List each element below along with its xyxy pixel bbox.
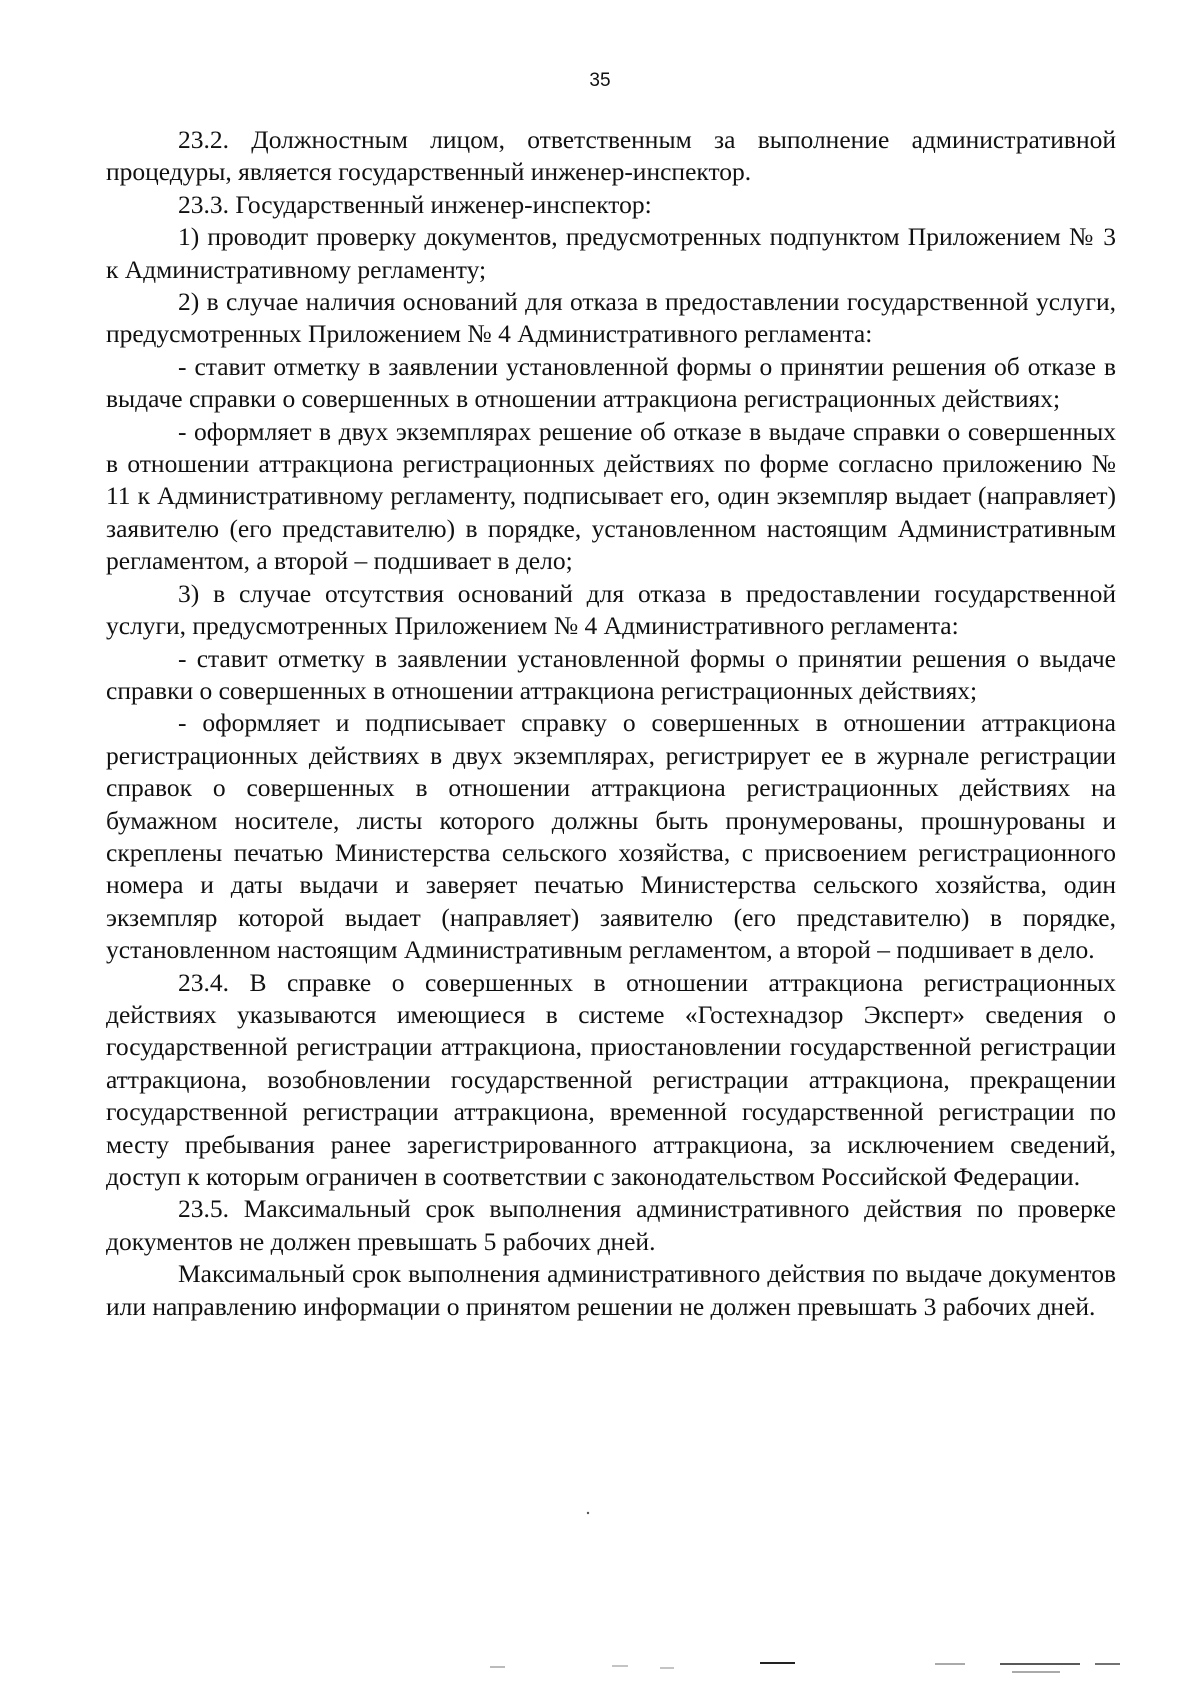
paragraph-item-3-sign-certificate: - оформляет и подписывает справку о совершенных в отношении аттракциона регистрационных действиях в двух экземплярах, регистрирует ее в журнале регистрации справок о совершенных в отношении аттракциона регистрационных действиях на бумажном носителе, листы которого должны быть пронумерованы, прошнурованы и скреплены печатью Министерства сельского хозяйства, с присвоением регистрационного номера и даты выдачи и заверяет печатью Министерства сельского хозяйства, один экземпляр которой выдает (направляет) заявителю (его представителю) в порядке, установленном настоящим Административным регламентом, а второй – подшивает в дело. bbox=[106, 708, 1116, 965]
paragraph-item-2-mark-refusal: - ставит отметку в заявлении установленной формы о принятии решения об отказе в выдаче справки о совершенных в отношении аттракциона регистрационных действиях; bbox=[106, 351, 1116, 414]
page-number: 35 bbox=[589, 70, 611, 91]
paragraph-23-2: 23.2. Должностным лицом, ответственным за выполнение административной процедуры, является государственный инженер-инспектор. bbox=[106, 125, 1116, 187]
paragraph-23-3: 23.3. Государственный инженер-инспектор: bbox=[178, 189, 652, 219]
paragraph-item-1: 1) проводит проверку документов, предусмотренных подпунктом Приложением № 3 к Административному регламенту; bbox=[106, 222, 1116, 284]
paragraph-item-2: 2) в случае наличия оснований для отказа в предоставлении государственной услуги, предусмотренных Приложением № 4 Административного регламента: bbox=[106, 287, 1116, 349]
paragraph-23-5: 23.5. Максимальный срок выполнения административного действия по проверке документов не должен превышать 5 рабочих дней. bbox=[106, 1194, 1116, 1256]
paragraph-item-3-mark-issue: - ставит отметку в заявлении установленной формы о принятии решения о выдаче справки о совершенных в отношении аттракциона регистрационных действиях; bbox=[106, 643, 1116, 705]
paragraph-item-3: 3) в случае отсутствия оснований для отказа в предоставлении государственной услуги, предусмотренных Приложением № 4 Административного регламента: bbox=[106, 578, 1116, 641]
paragraph-23-4: 23.4. В справке о совершенных в отношении аттракциона регистрационных действиях указываются имеющиеся в системе «Гостехнадзор Эксперт» сведения о государственной регистрации аттракциона, приостановлении государственной регистрации аттракциона, возобновлении государственной регистрации аттракциона, прекращении государственной регистрации аттракциона, временной государственной регистрации по месту пребывания ранее зарегистрированного аттракциона, за исключением сведений, доступ к которым ограничен в соответствии с законодательством Российской Федерации. bbox=[106, 967, 1116, 1191]
paragraph-item-2-issue-refusal: - оформляет в двух экземплярах решение об отказе в выдаче справки о совершенных в отношении аттракциона регистрационных действиях по форме согласно приложению № 11 к Административному регламенту, подписывает его, один экземпляр выдает (направляет) заявителю (его представителю) в порядке, установленном настоящим Административным регламентом, а второй – подшивает в дело; bbox=[106, 416, 1116, 576]
paragraph-max-term-issue: Максимальный срок выполнения административного действия по выдаче документов или направлению информации о принятом решении не должен превышать 3 рабочих дней. bbox=[106, 1259, 1116, 1321]
